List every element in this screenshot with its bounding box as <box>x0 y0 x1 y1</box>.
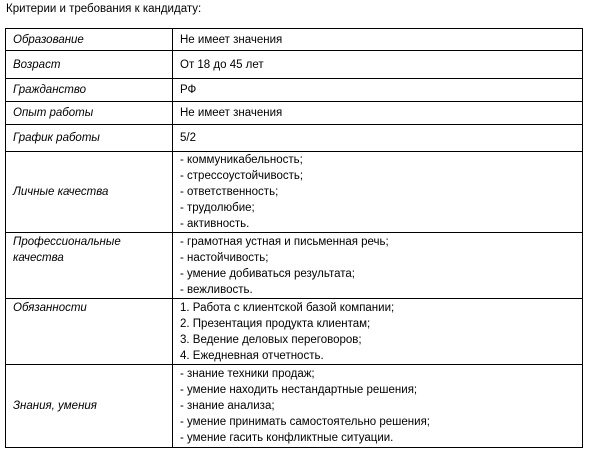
value-line: - вежливость. <box>180 283 253 296</box>
row-label: Возраст <box>6 51 173 79</box>
value-line: - умение добиваться результата; <box>180 267 355 280</box>
row-label: Опыт работы <box>6 102 173 125</box>
value-line: РФ <box>180 84 197 96</box>
requirements-table <box>5 28 583 448</box>
value-line: Не имеет значения <box>180 33 283 46</box>
value-line: Не имеет значения <box>180 107 283 119</box>
row-label: Образование <box>6 29 173 51</box>
value-line: - стрессоустойчивость; <box>180 170 304 182</box>
table-row <box>6 233 583 299</box>
row-value <box>173 299 583 365</box>
row-value <box>173 79 583 102</box>
row-label: Гражданство <box>6 79 173 102</box>
table-row <box>6 79 583 102</box>
row-value <box>173 152 583 233</box>
value-line: От 18 до 45 лет <box>180 58 264 71</box>
table-row <box>6 125 583 152</box>
value-line: 3. Ведение деловых переговоров; <box>180 333 362 346</box>
value-line: 4. Ежедневная отчетность. <box>180 349 324 362</box>
table-row <box>6 365 583 448</box>
row-label: Знания, умения <box>6 365 173 448</box>
table-row <box>6 29 583 51</box>
row-label: Личные качества <box>6 152 173 233</box>
value-line: - грамотная устная и письменная речь; <box>180 235 389 248</box>
value-line: 2. Презентация продукта клиентам; <box>180 317 371 330</box>
row-value <box>173 51 583 79</box>
row-value <box>173 233 583 299</box>
value-line: - ответственность; <box>180 186 279 198</box>
value-line: - умение принимать самостоятельно решения; <box>180 416 431 428</box>
row-label: Профессиональные качества <box>6 233 173 299</box>
value-line: - трудолюбие; <box>180 202 255 214</box>
page-heading: Критерии и требования к кандидату: <box>6 3 202 15</box>
row-value <box>173 125 583 152</box>
value-line: - умение находить нестандартные решения; <box>180 384 418 396</box>
value-line: - коммуникабельность; <box>180 154 303 166</box>
value-line: - умение гасить конфликтные ситуации. <box>180 432 394 444</box>
table-row <box>6 299 583 365</box>
table-row <box>6 152 583 233</box>
value-line: - активность. <box>180 218 250 230</box>
value-line: - знание анализа; <box>180 400 275 412</box>
row-value <box>173 29 583 51</box>
row-label: Обязанности <box>6 299 173 365</box>
table-row <box>6 102 583 125</box>
row-value <box>173 102 583 125</box>
row-value <box>173 365 583 448</box>
value-line: 1. Работа с клиентской базой компании; <box>180 301 395 314</box>
value-line: - настойчивость; <box>180 251 269 264</box>
row-label: График работы <box>6 125 173 152</box>
table-row <box>6 51 583 79</box>
value-line: 5/2 <box>180 132 196 144</box>
value-line: - знание техники продаж; <box>180 368 315 380</box>
